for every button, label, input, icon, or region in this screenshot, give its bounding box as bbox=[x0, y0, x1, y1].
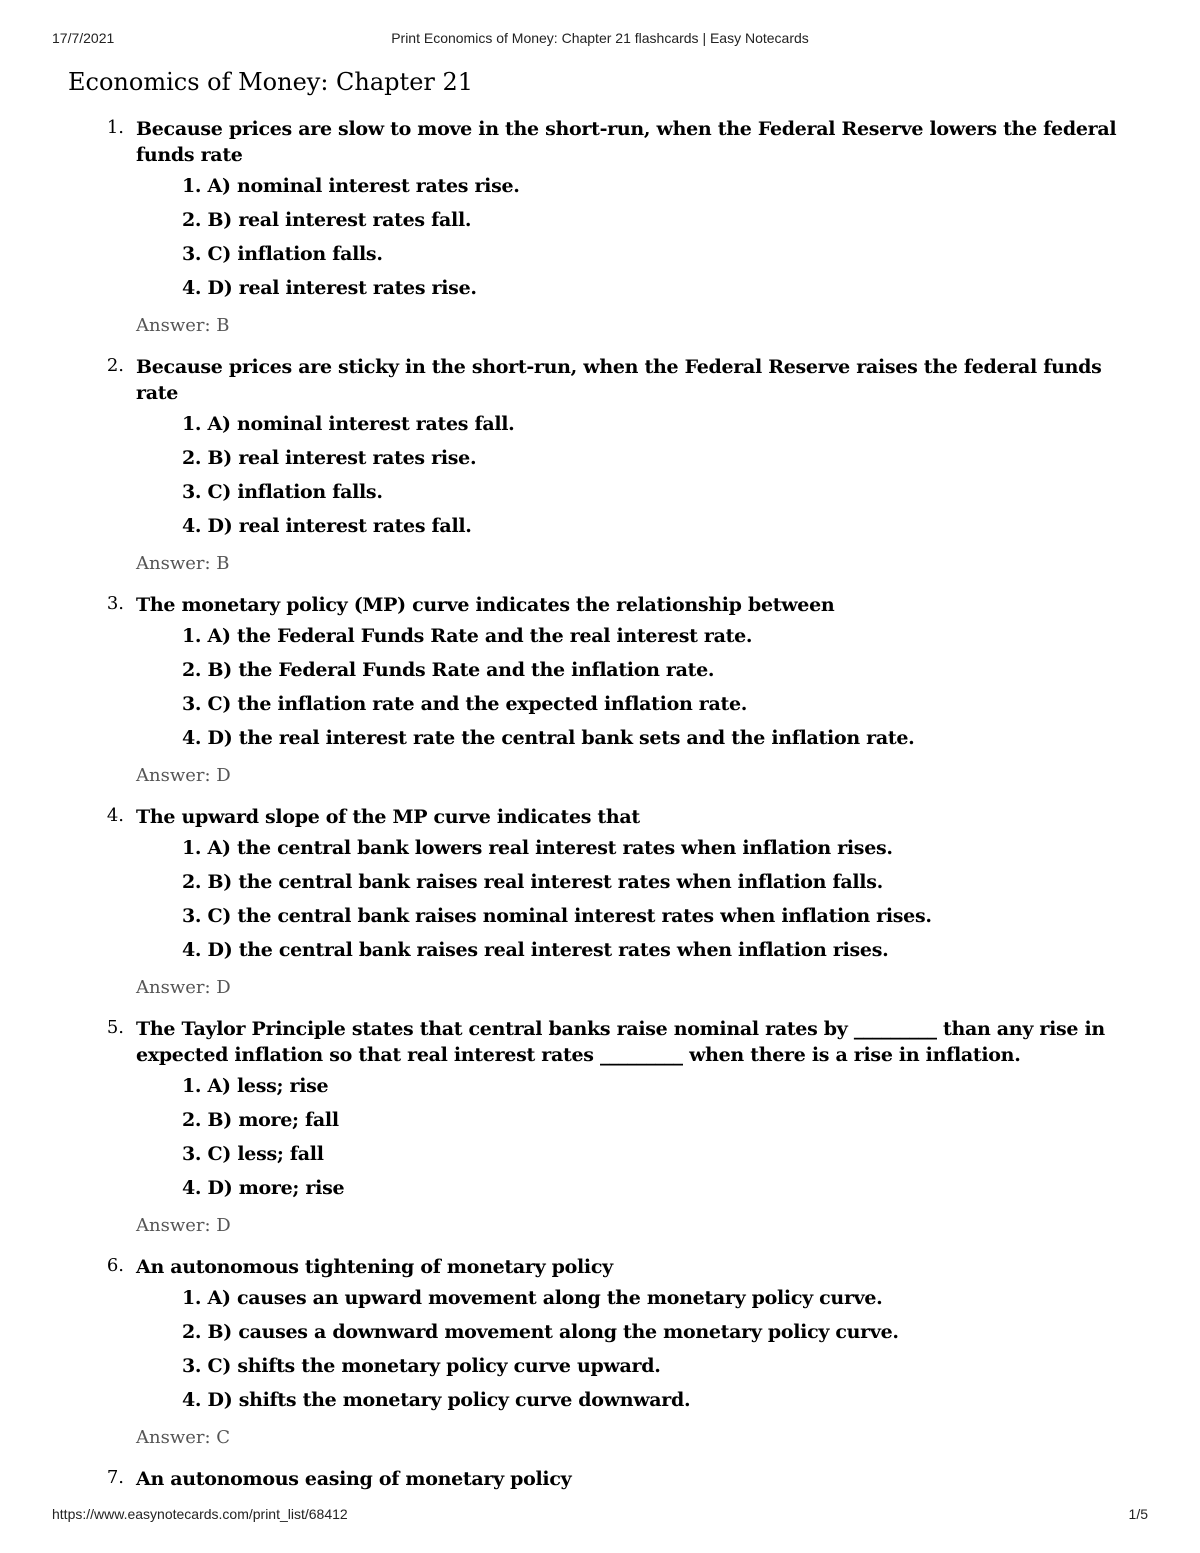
answer-text: Answer: B bbox=[136, 315, 230, 336]
page-number: 1/5 bbox=[1128, 1506, 1148, 1522]
question-number: 2. bbox=[106, 355, 124, 376]
option-item: 3. C) the inflation rate and the expected inflation rate. bbox=[182, 693, 748, 715]
option-item: 1. A) the Federal Funds Rate and the real interest rate. bbox=[182, 625, 753, 647]
option-item: 4. D) shifts the monetary policy curve downward. bbox=[182, 1389, 691, 1411]
option-list bbox=[136, 624, 1128, 750]
answer-text: Answer: D bbox=[136, 977, 231, 998]
question-5 bbox=[68, 1016, 1128, 1238]
question-text: The Taylor Principle states that central banks raise nominal rates by _________ than any rise in expected inflation so that real interest rates _________ when there is a rise in inflation. bbox=[136, 1018, 1105, 1066]
option-item: 2. B) the Federal Funds Rate and the inflation rate. bbox=[182, 659, 715, 681]
answer-text: Answer: D bbox=[136, 1215, 231, 1236]
option-item: 1. A) causes an upward movement along the monetary policy curve. bbox=[182, 1287, 883, 1309]
option-item: 2. B) causes a downward movement along the monetary policy curve. bbox=[182, 1321, 899, 1343]
option-item: 2. B) real interest rates rise. bbox=[182, 447, 477, 469]
option-item: 4. D) the real interest rate the central bank sets and the inflation rate. bbox=[182, 727, 915, 749]
question-number: 4. bbox=[106, 805, 124, 826]
answer-text: Answer: C bbox=[136, 1427, 231, 1448]
option-item: 4. D) real interest rates fall. bbox=[182, 515, 472, 537]
option-item: 4. D) real interest rates rise. bbox=[182, 277, 477, 299]
question-text: The monetary policy (MP) curve indicates the relationship between bbox=[136, 594, 835, 616]
print-header bbox=[52, 30, 1148, 50]
option-item: 3. C) inflation falls. bbox=[182, 481, 383, 503]
option-item: 4. D) more; rise bbox=[182, 1177, 345, 1199]
option-item: 2. B) more; fall bbox=[182, 1109, 339, 1131]
print-page-title: Print Economics of Money: Chapter 21 flashcards | Easy Notecards bbox=[391, 30, 809, 46]
answer-text: Answer: D bbox=[136, 765, 231, 786]
question-4 bbox=[68, 804, 1128, 1000]
question-text: An autonomous tightening of monetary policy bbox=[136, 1256, 613, 1278]
question-number: 5. bbox=[106, 1017, 124, 1038]
question-number: 7. bbox=[106, 1467, 124, 1488]
option-list bbox=[136, 1074, 1128, 1200]
question-text: An autonomous easing of monetary policy bbox=[136, 1468, 572, 1490]
question-text: Because prices are slow to move in the short-run, when the Federal Reserve lowers the federal funds rate bbox=[136, 118, 1117, 166]
page-url: https://www.easynotecards.com/print_list/68412 bbox=[52, 1506, 348, 1522]
answer-text: Answer: B bbox=[136, 553, 230, 574]
option-list bbox=[136, 174, 1128, 300]
question-2 bbox=[68, 354, 1128, 576]
question-number: 1. bbox=[106, 117, 124, 138]
option-item: 2. B) real interest rates fall. bbox=[182, 209, 472, 231]
option-item: 1. A) nominal interest rates fall. bbox=[182, 413, 515, 435]
option-item: 3. C) less; fall bbox=[182, 1143, 324, 1165]
question-1 bbox=[68, 116, 1128, 338]
option-item: 1. A) less; rise bbox=[182, 1075, 329, 1097]
question-text: Because prices are sticky in the short-run, when the Federal Reserve raises the federal funds rate bbox=[136, 356, 1102, 404]
option-list bbox=[136, 412, 1128, 538]
option-item: 3. C) the central bank raises nominal interest rates when inflation rises. bbox=[182, 905, 932, 927]
option-item: 2. B) the central bank raises real interest rates when inflation falls. bbox=[182, 871, 883, 893]
document-title: Economics of Money: Chapter 21 bbox=[68, 68, 474, 96]
question-3 bbox=[68, 592, 1128, 788]
print-footer bbox=[52, 1506, 1148, 1526]
option-item: 3. C) shifts the monetary policy curve upward. bbox=[182, 1355, 661, 1377]
question-text: The upward slope of the MP curve indicates that bbox=[136, 806, 640, 828]
option-item: 4. D) the central bank raises real interest rates when inflation rises. bbox=[182, 939, 889, 961]
question-number: 3. bbox=[106, 593, 124, 614]
question-number: 6. bbox=[106, 1255, 124, 1276]
option-item: 3. C) inflation falls. bbox=[182, 243, 383, 265]
option-item: 1. A) the central bank lowers real interest rates when inflation rises. bbox=[182, 837, 893, 859]
question-list bbox=[68, 116, 1128, 1492]
question-7 bbox=[68, 1466, 1128, 1492]
option-item: 1. A) nominal interest rates rise. bbox=[182, 175, 520, 197]
option-list bbox=[136, 836, 1128, 962]
option-list bbox=[136, 1286, 1128, 1412]
question-6 bbox=[68, 1254, 1128, 1450]
print-date: 17/7/2021 bbox=[52, 30, 115, 46]
